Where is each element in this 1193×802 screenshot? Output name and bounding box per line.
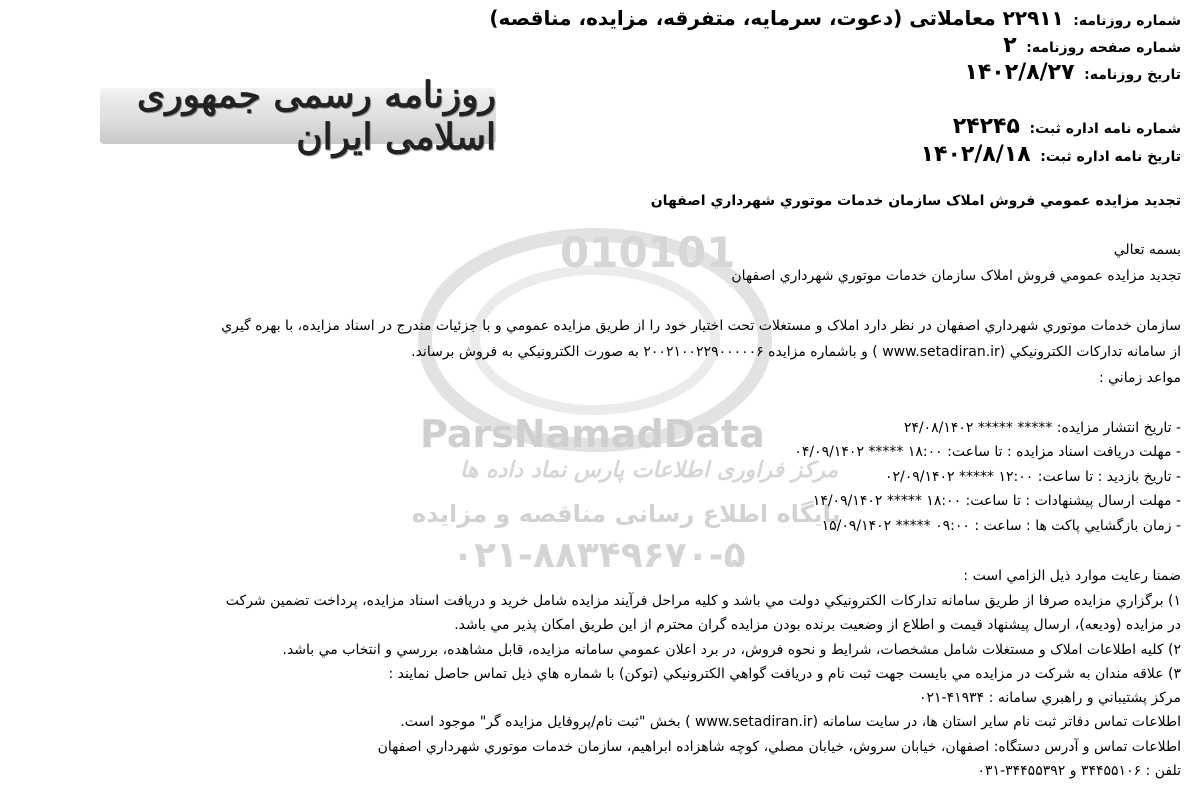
newspaper-date: [964, 60, 1181, 85]
page-number-label: شماره صفحه روزنامه:: [1026, 40, 1181, 56]
body-line: ۱) برگزاري مزايده صرفا از طريق سامانه تدارکات الکترونيکي دولت مي باشد و کليه مراحل فرآيند مزايده شامل خريد و دريافت اسناد مزايده، پرداخت تضمين شرکت: [225, 593, 1181, 609]
newspaper-date-value: ۱۴۰۲/۸/۲۷: [964, 60, 1075, 85]
official-gazette-logo: روزنامه رسمی جمهوری اسلامی ایران: [100, 88, 496, 144]
body-line: ۲) کليه اطلاعات املاک و مستغلات شامل مشخصات، شرايط و نحوه فروش، در برد اعلان عمومي سامانه مزايده، قابل مشاهده، بررسي و انتخاب مي باشد.: [282, 642, 1181, 658]
body-line: - زمان بازگشايي پاکت ها : ساعت : ۰۹:۰۰ ***** ۱۵/۰۹/۱۴۰۲: [821, 518, 1181, 534]
registry-letter-date-value: ۱۴۰۲/۸/۱۸: [920, 142, 1031, 167]
registry-letter-number-label: شماره نامه اداره ثبت:: [1029, 121, 1181, 137]
body-line: تلفن : ۳۴۴۵۵۱۰۶ و ۳۴۴۵۵۳۹۲-۰۳۱: [977, 763, 1181, 779]
page-number-value: ۲: [1003, 33, 1017, 58]
issue-number-label: شماره روزنامه:: [1073, 13, 1181, 29]
body-line: - تاريخ انتشار مزايده: ***** ***** ۲۴/۰۸/۱۴۰۲: [903, 420, 1181, 436]
body-line: اطلاعات تماس دفاتر ثبت نام ساير استان ها، در سايت سامانه (www.setadiran.ir ) بخش "ثبت نام/پروفايل مزايده گر" موجود است.: [400, 714, 1181, 730]
watermark-phone: ۰۲۱-۸۸۳۴۹۶۷۰-۵: [452, 535, 746, 576]
body-line: مرکز پشتيباني و راهبري سامانه : ۴۱۹۳۴-۰۲۱: [918, 690, 1181, 706]
body-line: بسمه تعالي: [1113, 242, 1181, 258]
watermark-digits: 010101: [560, 228, 736, 277]
body-line: مواعد زماني :: [1098, 370, 1181, 386]
issue-number-value: ۲۲۹۱۱ معاملاتی (دعوت، سرمایه، متفرقه، مزایده، مناقصه): [489, 6, 1064, 30]
body-line: - مهلت ارسال پيشنهادات : تا ساعت: ۱۸:۰۰ ***** ۱۴/۰۹/۱۴۰۲: [812, 493, 1181, 509]
watermark-line2: پایگاه اطلاع رسانی مناقصه و مزایده: [412, 500, 841, 528]
registry-letter-date: [921, 142, 1181, 167]
watermark-line1: مرکز فراوری اطلاعات پارس نماد داده ها: [460, 458, 839, 483]
body-line: سازمان خدمات موتوري شهرداري اصفهان در نظر دارد املاک و مستغلات تحت اختيار خود را از طريق مزايده عمومي و با جزئيات مندرج در اسناد مزايده، با بهره گيري: [221, 318, 1181, 334]
body-line: ضمنا رعايت موارد ذيل الزامي است :: [963, 568, 1181, 584]
body-line: ۳) علاقه مندان به شرکت در مزايده مي بايست جهت ثبت نام و دريافت گواهي الکترونيکي (توکن) با شماره هاي ذيل تماس حاصل نمايند :: [388, 666, 1181, 682]
body-line: تجديد مزايده عمومي فروش املاک سازمان خدمات موتوري شهرداري اصفهان: [731, 268, 1181, 284]
registry-letter-date-label: تاریخ نامه اداره ثبت:: [1040, 149, 1181, 165]
body-line: - تاريخ بازديد : تا ساعت: ۱۲:۰۰ ***** ۰۲/۰۹/۱۴۰۲: [884, 469, 1181, 485]
registry-letter-number-value: ۲۴۲۴۵: [952, 114, 1020, 139]
body-line: اطلاعات تماس و آدرس دستگاه: اصفهان، خيابان سروش، خيابان مصلي، کوچه شاهزاده ابراهيم، سازمان خدمات موتوري شهرداري اصفهان: [377, 739, 1181, 755]
newspaper-date-label: تاریخ روزنامه:: [1084, 67, 1181, 83]
watermark-brand: ParsNamadData: [420, 412, 765, 456]
page-number: [1003, 33, 1181, 58]
registry-letter-number: [953, 114, 1181, 139]
issue-number: [489, 6, 1181, 30]
body-line: در مزايده (وديعه)، ارسال پيشنهاد قيمت و اطلاع از وضعيت برنده بودن مزايده گران محترم از اين طريق امکان پذير مي باشد.: [454, 617, 1181, 633]
notice-title: تجديد مزايده عمومي فروش املاک سازمان خدمات موتوري شهرداري اصفهان: [650, 193, 1181, 209]
body-line: - مهلت دريافت اسناد مزايده : تا ساعت: ۱۸:۰۰ ***** ۰۴/۰۹/۱۴۰۲: [794, 444, 1181, 460]
body-line: از سامانه تدارکات الکترونيکي (www.setadiran.ir ) و باشماره مزايده ۲۰۰۲۱۰۰۲۲۹۰۰۰۰۰۶ به صورت الکترونيکي به فروش برساند.: [411, 344, 1181, 360]
